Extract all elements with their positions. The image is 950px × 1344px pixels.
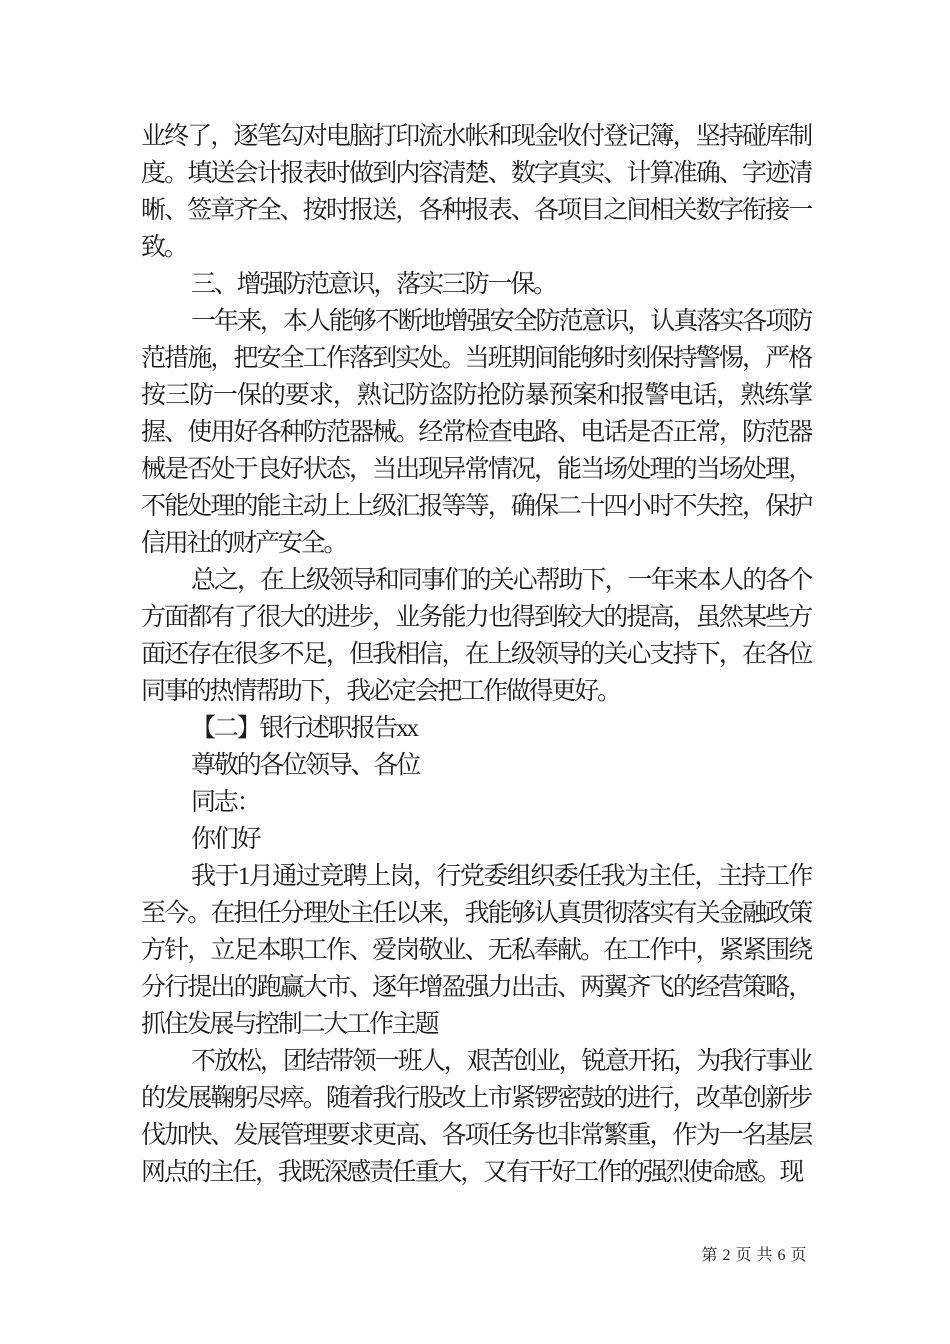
paragraph-appointment: 我于1月通过竞聘上岗，行党委组织委任我为主任，主持工作至今。在担任分理处主任以来，我能够认真贯彻落实有关金融政策方针，立足本职工作、爱岗敬业、无私奉献。在工作中，紧紧围绕分行提出的跑赢大市、逐年增盈强力出击、两翼齐飞的经营策略，抓住发展与控制二大工作主题 bbox=[141, 863, 811, 1038]
paragraph-business-settlement: 业终了，逐笔勾对电脑打印流水帐和现金收付登记簿，坚持碰库制度。填送会计报表时做到内容清楚、数字真实、计算准确、字迹清晰、签章齐全、按时报送，各种报表、各项目之间相关数字衔接一致。 bbox=[141, 123, 811, 261]
page-footer bbox=[701, 1246, 807, 1266]
page-number-label: 第 2 页 共 6 页 bbox=[701, 1247, 807, 1264]
paragraph-summary: 总之，在上级领导和同事们的关心帮助下，一年来本人的各个方面都有了很大的进步，业务能力也得到较大的提高，虽然某些方面还存在很多不足，但我相信，在上级领导的关心支持下，在各位同事的热情帮助下，我必定会把工作做得更好。 bbox=[141, 567, 811, 705]
paragraph-report-two-title: 【二】银行述职报告xx bbox=[191, 715, 417, 742]
paragraph-heading-three: 三、增强防范意识，落实三防一保。 bbox=[191, 271, 556, 298]
paragraph-salutation-comrades: 同志： bbox=[191, 789, 260, 816]
paragraph-security-awareness: 一年来，本人能够不断地增强安全防范意识，认真落实各项防范措施，把安全工作落到实处。当班期间能够时刻保持警惕，严格按三防一保的要求，熟记防盗防抢防暴预案和报警电话，熟练掌握、使用好各种防范器械。经常检查电路、电话是否正常，防范器械是否处于良好状态，当出现异常情况，能当场处理的当场处理，不能处理的能主动上上级汇报等等，确保二十四小时不失控，保护信用社的财产安全。 bbox=[141, 308, 811, 557]
paragraph-greeting: 你们好 bbox=[191, 826, 260, 853]
document-body bbox=[141, 118, 811, 1191]
paragraph-salutation-leaders: 尊敬的各位领导、各位 bbox=[191, 752, 420, 779]
paragraph-dedication: 不放松，团结带领一班人，艰苦创业，锐意开拓，为我行事业的发展鞠躬尽瘁。随着我行股改上市紧锣密鼓的进行，改革创新步伐加快、发展管理要求更高、各项任务也非常繁重，作为一名基层网点的主任，我既深感责任重大，又有干好工作的强烈使命感。现 bbox=[141, 1048, 811, 1186]
